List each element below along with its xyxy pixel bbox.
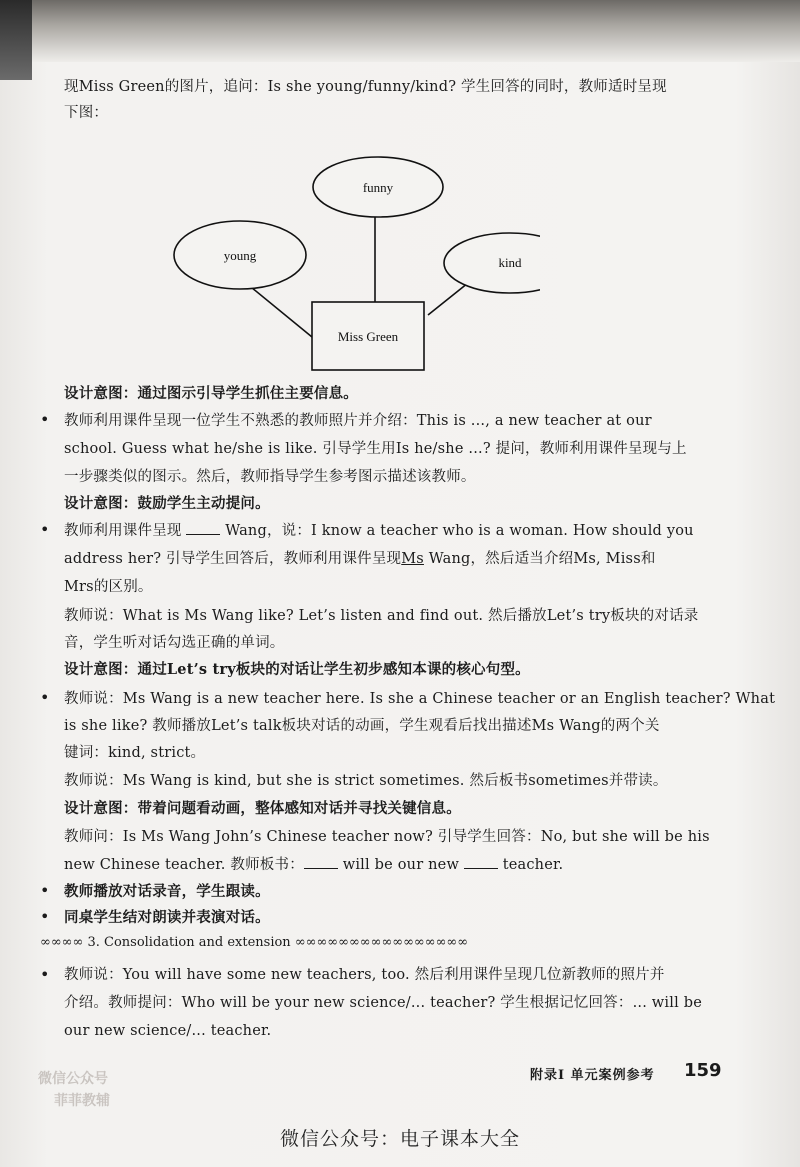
bullet6-line-3: our new science/... teacher. bbox=[64, 1023, 272, 1039]
bullet2-line-2 bbox=[64, 546, 740, 572]
intro-line-2: 下图： bbox=[64, 105, 109, 121]
bullet-dot: • bbox=[40, 410, 50, 429]
bottom-caption: 微信公众号：电子课本大全 bbox=[279, 1128, 520, 1150]
miss-green-diagram bbox=[160, 145, 540, 375]
blank-2 bbox=[464, 856, 498, 869]
bullet-dot: • bbox=[40, 907, 50, 926]
bullet-dot: • bbox=[40, 881, 50, 900]
link-kind bbox=[428, 283, 468, 315]
bullet5: 同桌学生结对朗读并表演对话。 bbox=[64, 909, 270, 926]
bullet2-line-1a: 教师利用课件呈现 bbox=[64, 523, 182, 539]
intro-line-1: 现Miss Green的图片，追问：Is she young/funny/kind? 学生回答的同时，教师适时呈现 bbox=[64, 79, 667, 95]
design-intent-3: 设计意图：通过Let’s try板块的对话让学生初步感知本课的核心句型。 bbox=[64, 661, 530, 678]
bullet2-line-1 bbox=[64, 518, 740, 544]
section-heading bbox=[40, 932, 468, 954]
blank-1 bbox=[304, 856, 338, 869]
teacher-asks-line-2a: new Chinese teacher. 教师板书： bbox=[64, 857, 304, 873]
bullet4: 教师播放对话录音，学生跟读。 bbox=[64, 883, 270, 900]
bullet3-line-2: is she like? 教师播放Let’s talk板块对话的动画，学生观看后找出描述Ms Wang的两个关 bbox=[64, 718, 660, 734]
bullet-dot: • bbox=[40, 965, 50, 984]
footer-label: 附录I 单元案例参考 bbox=[530, 1068, 655, 1083]
node-young-label: young bbox=[223, 248, 257, 263]
bullet1-line-2: school. Guess what he/she is like. 引导学生用Is he/she ...? 提问，教师利用课件呈现与上 bbox=[64, 441, 687, 457]
bullet6-line-1: 教师说：You will have some new teachers, too. 然后利用课件呈现几位新教师的照片并 bbox=[64, 967, 665, 983]
bullet3-line-3: 键词：kind, strict。 bbox=[64, 745, 206, 761]
node-kind-label: kind bbox=[498, 255, 522, 270]
ms-underlined: Ms bbox=[401, 551, 424, 567]
bullet2-line-3: Mrs的区别。 bbox=[64, 579, 153, 595]
bullet2-line-2b: Wang，然后适当介绍Ms, Miss和 bbox=[423, 551, 656, 567]
node-kind bbox=[444, 233, 540, 293]
bullet3-line-1: 教师说：Ms Wang is a new teacher here. Is she a Chinese teacher or an English teacher? What bbox=[64, 691, 776, 707]
bullet2-line-1b: Wang，说：I know a teacher who is a woman. How should you bbox=[225, 523, 694, 539]
bullet-dot: • bbox=[40, 688, 50, 707]
teacher-says-1-line-1: 教师说：What is Ms Wang like? Let’s listen and find out. 然后播放Let’s try板块的对话录 bbox=[64, 608, 699, 624]
center-label: Miss Green bbox=[337, 329, 399, 344]
bullet2-line-2a: address her? 引导学生回答后，教师利用课件呈现 bbox=[64, 551, 402, 567]
teacher-asks-line-2b: will be our new bbox=[337, 857, 464, 873]
wavy-left: ∞∞∞∞ bbox=[40, 935, 84, 950]
design-intent-2: 设计意图：鼓励学生主动提问。 bbox=[64, 495, 270, 512]
bullet1-line-3: 一步骤类似的图示。然后，教师指导学生参考图示描述该教师。 bbox=[64, 469, 476, 485]
bullet-dot: • bbox=[40, 520, 50, 539]
node-funny-label: funny bbox=[362, 180, 394, 195]
page-number: 159 bbox=[684, 1060, 722, 1081]
teacher-asks-line-2c: teacher. bbox=[497, 857, 564, 873]
wavy-right: ∞∞∞∞∞∞∞∞∞∞∞∞∞∞∞∞ bbox=[294, 935, 469, 950]
section-title: 3. Consolidation and extension bbox=[87, 935, 291, 950]
name-blank bbox=[186, 522, 220, 535]
page-top-shadow bbox=[0, 0, 800, 62]
bullet1-line-1: 教师利用课件呈现一位学生不熟悉的教师照片并介绍：This is ..., a new teacher at our bbox=[64, 413, 652, 429]
design-intent-4: 设计意图：带着问题看动画，整体感知对话并寻找关键信息。 bbox=[64, 800, 461, 817]
teacher-says-2: 教师说：Ms Wang is kind, but she is strict sometimes. 然后板书sometimes并带读。 bbox=[64, 773, 668, 789]
watermark-line-2: 菲菲教辅 bbox=[54, 1093, 110, 1109]
page-corner-shadow bbox=[0, 0, 32, 80]
design-intent-1: 设计意图：通过图示引导学生抓住主要信息。 bbox=[64, 385, 358, 402]
watermark-line-1: 微信公众号 bbox=[38, 1071, 108, 1087]
bullet6-line-2: 介绍。教师提问：Who will be your new science/... teacher? 学生根据记忆回答：... will be bbox=[64, 995, 703, 1011]
teacher-says-1-line-2: 音，学生听对话勾选正确的单词。 bbox=[64, 635, 285, 651]
teacher-asks-line-1: 教师问：Is Ms Wang John’s Chinese teacher now? 引导学生回答：No, but she will be his bbox=[64, 829, 710, 845]
teacher-asks-line-2 bbox=[64, 852, 740, 878]
